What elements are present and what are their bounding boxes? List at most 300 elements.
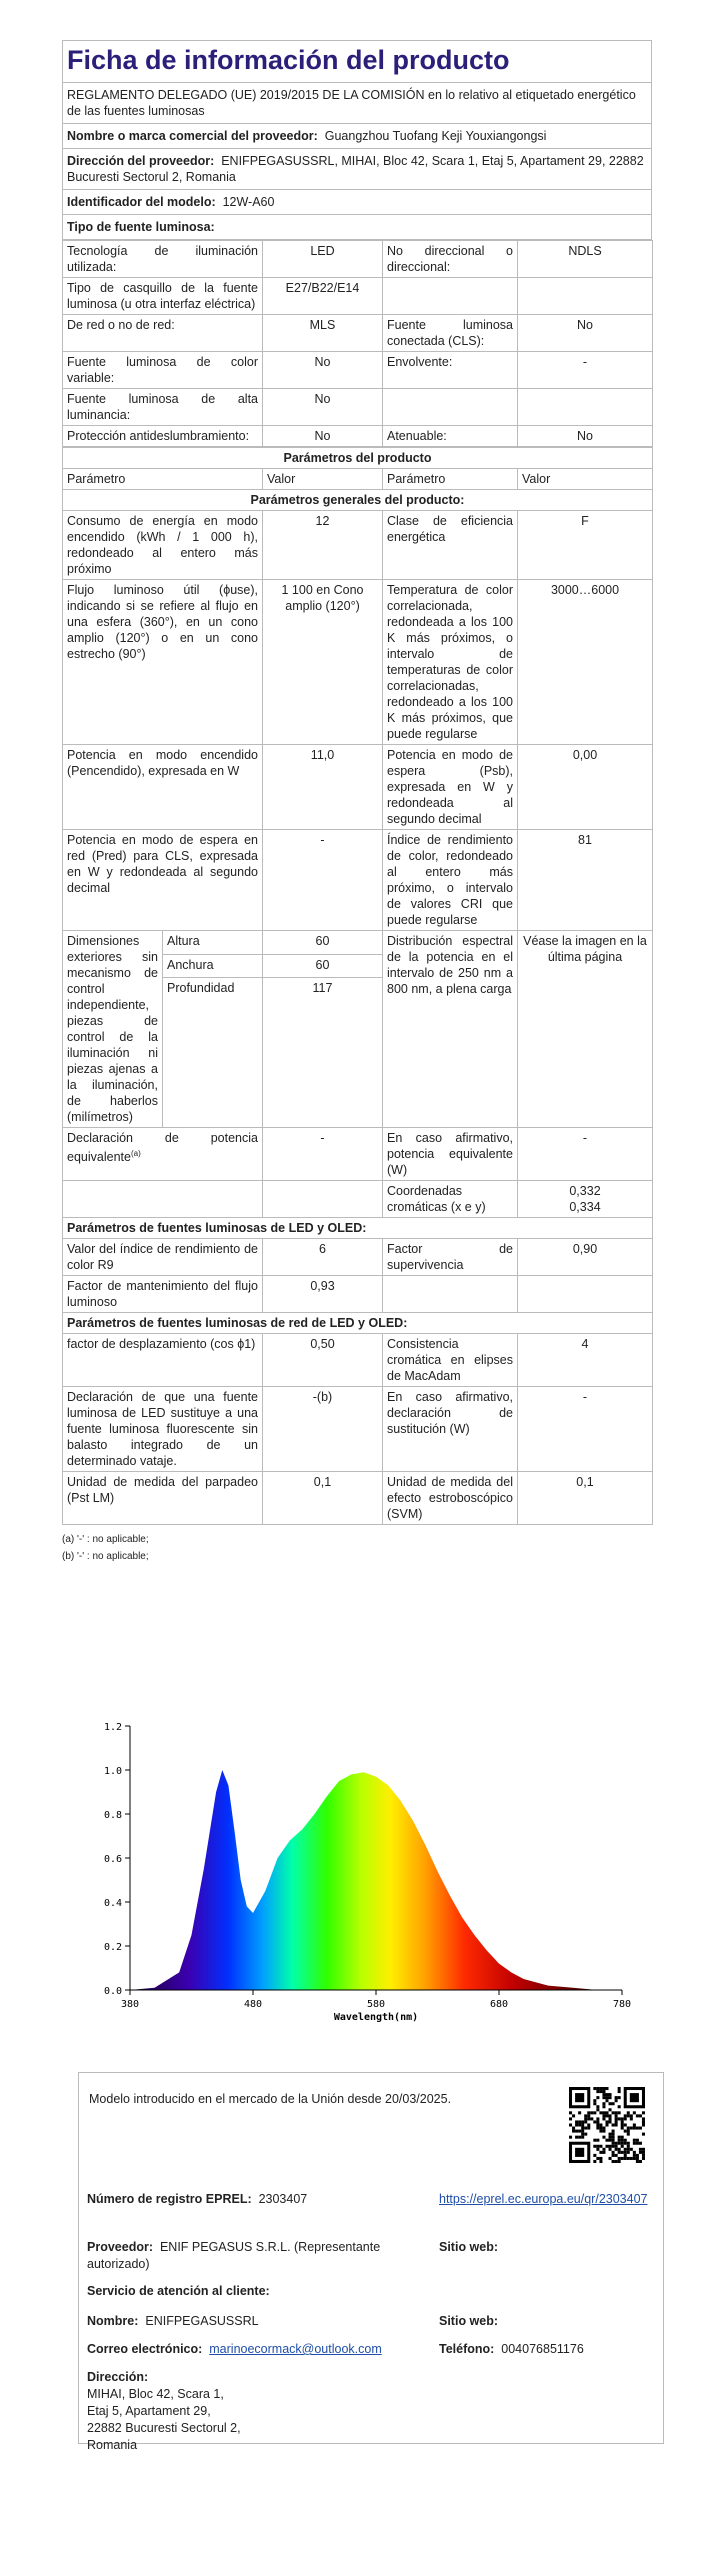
qr-module bbox=[584, 2133, 587, 2136]
qr-module bbox=[636, 2127, 639, 2130]
chromaticity-x: 0,332 bbox=[569, 1184, 601, 1198]
qr-module bbox=[630, 2148, 633, 2151]
qr-module bbox=[587, 2117, 590, 2120]
chromaticity-label: Coordenadas cromáticas (x e y) bbox=[383, 1181, 518, 1218]
qr-module bbox=[624, 2114, 627, 2117]
type-label-right: No direccional o direccional: bbox=[383, 241, 518, 278]
phone-value: 004076851176 bbox=[501, 2342, 584, 2356]
qr-module bbox=[584, 2127, 587, 2130]
qr-module bbox=[599, 2111, 602, 2114]
qr-module bbox=[602, 2105, 605, 2108]
qr-module bbox=[612, 2102, 615, 2105]
type-value-left: No bbox=[263, 352, 383, 389]
equivalent-power-value: - bbox=[263, 1128, 383, 1181]
param-label-right: Índice de rendimiento de color, redondeado al entero más próximo, o intervalo de valores CRI que puede regularse bbox=[383, 830, 518, 931]
qr-module bbox=[575, 2120, 578, 2123]
qr-module bbox=[599, 2123, 602, 2126]
param-value-left: - bbox=[263, 830, 383, 931]
y-tick-label: 1.2 bbox=[103, 1722, 122, 1733]
qr-module bbox=[578, 2111, 581, 2114]
param-row bbox=[63, 1239, 653, 1276]
qr-module bbox=[615, 2117, 618, 2120]
param-value-right: 3000…6000 bbox=[518, 580, 653, 745]
type-row bbox=[63, 278, 653, 315]
qr-module bbox=[590, 2111, 593, 2114]
qr-module bbox=[624, 2117, 627, 2120]
dimension-value: 60 bbox=[263, 931, 383, 955]
qr-module bbox=[602, 2111, 605, 2114]
type-label-left: De red o no de red: bbox=[63, 315, 263, 352]
qr-module bbox=[615, 2114, 618, 2117]
type-value-left: No bbox=[263, 389, 383, 426]
qr-module bbox=[581, 2136, 584, 2139]
brand-row bbox=[63, 124, 651, 149]
qr-module bbox=[618, 2111, 621, 2114]
qr-module bbox=[612, 2154, 615, 2157]
param-value-right bbox=[518, 1276, 653, 1313]
x-tick-label: 680 bbox=[489, 1999, 509, 2010]
qr-module bbox=[596, 2127, 599, 2130]
qr-module bbox=[584, 2114, 587, 2117]
qr-module bbox=[621, 2127, 624, 2130]
type-value-left: MLS bbox=[263, 315, 383, 352]
param-label-right: Temperatura de color correlacionada, redondeada a los 100 K más próximos, o intervalo de temperaturas de color correlacionadas, redondeado a los 100 K más próximos, que puede regularse bbox=[383, 580, 518, 745]
type-row bbox=[63, 389, 653, 426]
param-label-right: Potencia en modo de espera (Psb), expresada en W y redondeada al segundo decimal bbox=[383, 745, 518, 830]
type-row bbox=[63, 352, 653, 389]
qr-module bbox=[609, 2136, 612, 2139]
spectrum-area bbox=[130, 1770, 622, 1990]
address-line: MIHAI, Bloc 42, Scara 1, bbox=[87, 2387, 224, 2401]
param-label-left: Declaración de que una fuente luminosa de LED sustituye a una fuente luminosa fluorescente sin balasto integrado de un determinado vataje. bbox=[63, 1387, 263, 1472]
qr-module bbox=[624, 2157, 627, 2160]
qr-module bbox=[593, 2145, 596, 2148]
qr-module bbox=[605, 2120, 608, 2123]
qr-module bbox=[630, 2157, 633, 2160]
qr-module bbox=[624, 2139, 627, 2142]
qr-module bbox=[587, 2111, 590, 2114]
params-section-title: Parámetros del producto bbox=[63, 448, 653, 469]
qr-module bbox=[578, 2120, 581, 2123]
param-row bbox=[63, 1387, 653, 1472]
qr-module bbox=[642, 2117, 645, 2120]
type-label-right: Atenuable: bbox=[383, 426, 518, 447]
qr-module bbox=[621, 2145, 624, 2148]
type-value-right bbox=[518, 278, 653, 315]
qr-module bbox=[636, 2160, 639, 2163]
type-label: Tipo de fuente luminosa: bbox=[67, 220, 215, 234]
qr-module bbox=[630, 2117, 633, 2120]
address-line: Romania bbox=[87, 2438, 138, 2452]
qr-module bbox=[627, 2114, 630, 2117]
qr-module bbox=[587, 2127, 590, 2130]
x-tick-label: 780 bbox=[612, 1999, 632, 2010]
eprel-link[interactable]: https://eprel.ec.europa.eu/qr/2303407 bbox=[439, 2192, 648, 2206]
y-tick-label: 1.0 bbox=[103, 1766, 122, 1777]
qr-module bbox=[630, 2093, 639, 2102]
dimensions-label: Dimensiones exteriores sin mecanismo de control independiente, piezas de control de la iluminación ni piezas ajenas a la iluminación, de haberlos (milímetros) bbox=[63, 931, 163, 1128]
type-value-left: E27/B22/E14 bbox=[263, 278, 383, 315]
empty-cell bbox=[63, 1181, 263, 1218]
footnote-ref: (a) bbox=[130, 1149, 141, 1158]
supplier-row bbox=[87, 2239, 427, 2273]
qr-module bbox=[605, 2145, 608, 2148]
address-label: Dirección del proveedor: bbox=[67, 154, 215, 168]
param-value-left: 11,0 bbox=[263, 745, 383, 830]
qr-module bbox=[618, 2136, 621, 2139]
type-label-left: Protección antideslumbramiento: bbox=[63, 426, 263, 447]
page-title: Ficha de información del producto bbox=[62, 40, 652, 82]
qr-module bbox=[633, 2142, 636, 2145]
eprel-value: 2303407 bbox=[258, 2192, 308, 2206]
model-value: 12W-A60 bbox=[222, 195, 275, 209]
qr-module bbox=[599, 2090, 602, 2093]
qr-module bbox=[602, 2102, 605, 2105]
address-block bbox=[87, 2369, 241, 2454]
qr-module bbox=[615, 2120, 618, 2123]
y-tick-label: 0.8 bbox=[103, 1810, 122, 1821]
type-value-right: No bbox=[518, 315, 653, 352]
qr-module bbox=[642, 2157, 645, 2160]
qr-module bbox=[581, 2123, 584, 2126]
qr-module bbox=[575, 2093, 584, 2102]
qr-module bbox=[621, 2117, 624, 2120]
y-tick-label: 0.2 bbox=[103, 1942, 122, 1953]
qr-module bbox=[615, 2148, 618, 2151]
qr-module bbox=[612, 2133, 615, 2136]
param-label-left: Consumo de energía en modo encendido (kWh / 1 000 h), redondeado al entero más próximo bbox=[63, 511, 263, 580]
model-label: Identificador del modelo: bbox=[67, 195, 216, 209]
eprel-label: Número de registro EPREL: bbox=[87, 2192, 252, 2206]
qr-module bbox=[602, 2087, 605, 2090]
qr-module bbox=[618, 2090, 621, 2093]
qr-module bbox=[569, 2117, 572, 2120]
qr-module bbox=[599, 2151, 602, 2154]
qr-module bbox=[627, 2130, 630, 2133]
qr-module bbox=[627, 2111, 630, 2114]
qr-module bbox=[642, 2111, 645, 2114]
dimension-name: Altura bbox=[163, 931, 263, 955]
param-row bbox=[63, 745, 653, 830]
col-param-1: Parámetro bbox=[63, 469, 263, 490]
type-value-right: No bbox=[518, 426, 653, 447]
qr-module bbox=[596, 2139, 599, 2142]
qr-module bbox=[584, 2120, 587, 2123]
qr-module bbox=[575, 2136, 578, 2139]
qr-module bbox=[602, 2114, 605, 2117]
qr-module bbox=[593, 2102, 596, 2105]
qr-module bbox=[602, 2130, 605, 2133]
qr-module bbox=[630, 2114, 633, 2117]
qr-module bbox=[596, 2148, 599, 2151]
qr-module bbox=[596, 2108, 599, 2111]
qr-module bbox=[578, 2130, 581, 2133]
email-link[interactable]: marinoecormack@outlook.com bbox=[209, 2342, 382, 2356]
chromaticity-row bbox=[63, 1181, 653, 1218]
qr-module bbox=[596, 2157, 599, 2160]
type-label-left: Fuente luminosa de color variable: bbox=[63, 352, 263, 389]
param-label-right bbox=[383, 1276, 518, 1313]
eprel-row bbox=[87, 2191, 307, 2208]
type-row bbox=[63, 241, 653, 278]
qr-module bbox=[605, 2123, 608, 2126]
qr-module bbox=[602, 2093, 605, 2096]
type-label-right: Fuente luminosa conectada (CLS): bbox=[383, 315, 518, 352]
qr-module bbox=[609, 2133, 612, 2136]
type-value-left: No bbox=[263, 426, 383, 447]
qr-module bbox=[633, 2157, 636, 2160]
qr-module bbox=[639, 2148, 642, 2151]
param-value-left: 0,1 bbox=[263, 1472, 383, 1525]
qr-module bbox=[639, 2151, 642, 2154]
param-label-right: Clase de eficiencia energética bbox=[383, 511, 518, 580]
y-tick-label: 0.0 bbox=[103, 1986, 122, 1997]
general-params-title: Parámetros generales del producto: bbox=[63, 490, 653, 511]
qr-module bbox=[599, 2127, 602, 2130]
web-label-2 bbox=[439, 2313, 498, 2330]
email-row bbox=[87, 2341, 382, 2358]
param-value-right: F bbox=[518, 511, 653, 580]
chromaticity-y: 0,334 bbox=[569, 1200, 601, 1214]
equivalent-power-row bbox=[63, 1128, 653, 1181]
type-label-left: Tipo de casquillo de la fuente luminosa (u otra interfaz eléctrica) bbox=[63, 278, 263, 315]
qr-module bbox=[624, 2142, 627, 2145]
qr-module bbox=[621, 2139, 624, 2142]
qr-code-icon[interactable] bbox=[569, 2087, 645, 2163]
qr-module bbox=[636, 2142, 639, 2145]
qr-module bbox=[609, 2145, 612, 2148]
eprel-card bbox=[78, 2072, 664, 2452]
qr-module bbox=[621, 2120, 624, 2123]
param-value-left: 0,93 bbox=[263, 1276, 383, 1313]
y-tick-label: 0.6 bbox=[103, 1854, 122, 1865]
x-tick-label: 380 bbox=[120, 1999, 140, 2010]
qr-module bbox=[618, 2139, 621, 2142]
qr-module bbox=[621, 2151, 624, 2154]
qr-module bbox=[581, 2133, 584, 2136]
supplier-value: ENIF PEGASUS S.R.L. (Representante autorizado) bbox=[87, 2240, 381, 2271]
qr-module bbox=[602, 2148, 605, 2151]
qr-module bbox=[575, 2130, 578, 2133]
qr-module bbox=[618, 2142, 621, 2145]
footnotes bbox=[62, 1531, 652, 1565]
qr-module bbox=[609, 2148, 612, 2151]
dimension-row bbox=[63, 931, 653, 955]
qr-module bbox=[633, 2151, 636, 2154]
product-information-sheet bbox=[62, 40, 652, 1565]
type-label-right bbox=[383, 389, 518, 426]
qr-module bbox=[633, 2123, 636, 2126]
footnote-a: (a) '-' : no aplicable; bbox=[62, 1534, 149, 1545]
param-label-left: Unidad de medida del parpadeo (Pst LM) bbox=[63, 1472, 263, 1525]
param-value-left: 0,50 bbox=[263, 1334, 383, 1387]
param-value-left: -(b) bbox=[263, 1387, 383, 1472]
qr-module bbox=[569, 2136, 572, 2139]
qr-module bbox=[642, 2148, 645, 2151]
address-line: Etaj 5, Apartament 29, bbox=[87, 2404, 211, 2418]
qr-module bbox=[612, 2139, 615, 2142]
qr-module bbox=[605, 2099, 608, 2102]
qr-module bbox=[609, 2139, 612, 2142]
qr-module bbox=[599, 2130, 602, 2133]
qr-module bbox=[627, 2157, 630, 2160]
qr-module bbox=[615, 2096, 618, 2099]
type-row bbox=[63, 315, 653, 352]
qr-module bbox=[636, 2114, 639, 2117]
col-value-1: Valor bbox=[263, 469, 383, 490]
qr-module bbox=[615, 2123, 618, 2126]
qr-module bbox=[593, 2154, 596, 2157]
qr-module bbox=[627, 2151, 630, 2154]
qr-module bbox=[618, 2148, 621, 2151]
qr-module bbox=[605, 2087, 608, 2090]
qr-module bbox=[612, 2160, 615, 2163]
qr-module bbox=[618, 2096, 621, 2099]
qr-module bbox=[612, 2130, 615, 2133]
qr-module bbox=[593, 2099, 596, 2102]
qr-module bbox=[602, 2151, 605, 2154]
qr-module bbox=[621, 2136, 624, 2139]
chromaticity-values bbox=[518, 1181, 653, 1218]
qr-module bbox=[602, 2096, 605, 2099]
spectral-value: Véase la imagen en la última página bbox=[518, 931, 653, 1128]
market-intro: Modelo introducido en el mercado de la Unión desde 20/03/2025. bbox=[89, 2092, 452, 2106]
dimension-name: Anchura bbox=[163, 954, 263, 978]
param-value-right: 0,1 bbox=[518, 1472, 653, 1525]
param-label-left: Valor del índice de rendimiento de color R9 bbox=[63, 1239, 263, 1276]
qr-module bbox=[587, 2114, 590, 2117]
address-value: ENIFPEGASUSSRL, MIHAI, Bloc 42, Scara 1, Etaj 5, Apartament 29, 22882 Bucuresti Sectorul 2, Romania bbox=[67, 154, 644, 184]
dimension-value: 117 bbox=[263, 978, 383, 1128]
qr-module bbox=[612, 2123, 615, 2126]
qr-module bbox=[612, 2111, 615, 2114]
qr-module bbox=[639, 2142, 642, 2145]
qr-module bbox=[602, 2136, 605, 2139]
qr-module bbox=[615, 2145, 618, 2148]
qr-module bbox=[627, 2127, 630, 2130]
qr-module bbox=[612, 2142, 615, 2145]
qr-module bbox=[605, 2111, 608, 2114]
qr-module bbox=[609, 2102, 612, 2105]
param-row bbox=[63, 1334, 653, 1387]
spectral-distribution-chart bbox=[62, 1710, 652, 2030]
model-row bbox=[63, 190, 651, 215]
qr-module bbox=[618, 2087, 621, 2090]
chart-svg bbox=[62, 1710, 652, 2030]
param-row bbox=[63, 830, 653, 931]
qr-module bbox=[596, 2117, 599, 2120]
qr-module bbox=[578, 2136, 581, 2139]
qr-module bbox=[596, 2145, 599, 2148]
address-row bbox=[63, 149, 651, 190]
qr-module bbox=[593, 2120, 596, 2123]
param-row bbox=[63, 1472, 653, 1525]
param-row bbox=[63, 511, 653, 580]
regulation-text: REGLAMENTO DELEGADO (UE) 2019/2015 DE LA COMISIÓN en lo relativo al etiquetado energético de las fuentes luminosas bbox=[63, 83, 651, 124]
qr-module bbox=[621, 2142, 624, 2145]
qr-module bbox=[587, 2123, 590, 2126]
light-source-type-table bbox=[62, 240, 653, 447]
qr-module bbox=[599, 2157, 602, 2160]
type-label-right: Envolvente: bbox=[383, 352, 518, 389]
qr-module bbox=[605, 2114, 608, 2117]
qr-module bbox=[612, 2145, 615, 2148]
qr-module bbox=[596, 2090, 599, 2093]
name-label: Nombre: bbox=[87, 2314, 139, 2328]
param-value-left: 1 100 en Cono amplio (120°) bbox=[263, 580, 383, 745]
param-value-left: 6 bbox=[263, 1239, 383, 1276]
qr-module bbox=[605, 2096, 608, 2099]
qr-module bbox=[599, 2160, 602, 2163]
qr-module bbox=[581, 2120, 584, 2123]
qr-module bbox=[618, 2117, 621, 2120]
qr-module bbox=[609, 2157, 612, 2160]
qr-module bbox=[593, 2160, 596, 2163]
qr-module bbox=[639, 2127, 642, 2130]
qr-module bbox=[609, 2108, 612, 2111]
qr-module bbox=[624, 2154, 627, 2157]
service-label: Servicio de atención al cliente: bbox=[87, 2284, 270, 2298]
qr-module bbox=[624, 2130, 627, 2133]
card-address-label: Dirección: bbox=[87, 2370, 149, 2384]
qr-module bbox=[627, 2145, 630, 2148]
param-value-right: 0,00 bbox=[518, 745, 653, 830]
qr-module bbox=[593, 2111, 596, 2114]
qr-module bbox=[621, 2123, 624, 2126]
qr-module bbox=[624, 2151, 627, 2154]
type-label-left: Fuente luminosa de alta luminancia: bbox=[63, 389, 263, 426]
qr-module bbox=[615, 2154, 618, 2157]
qr-module bbox=[599, 2145, 602, 2148]
x-tick-label: 580 bbox=[366, 1999, 386, 2010]
param-label-right: Factor de supervivencia bbox=[383, 1239, 518, 1276]
spectral-label: Distribución espectral de la potencia en el intervalo de 250 nm a 800 nm, a plena carga bbox=[383, 931, 518, 1128]
param-label-left: Factor de mantenimiento del flujo luminoso bbox=[63, 1276, 263, 1313]
param-label-left: Potencia en modo encendido (Pencendido), expresada en W bbox=[63, 745, 263, 830]
param-label-right: En caso afirmativo, declaración de sustitución (W) bbox=[383, 1387, 518, 1472]
web-label-1 bbox=[439, 2239, 498, 2256]
email-label: Correo electrónico: bbox=[87, 2342, 203, 2356]
brand-value: Guangzhou Tuofang Keji Youxiangongsi bbox=[324, 129, 547, 143]
web-label-text: Sitio web: bbox=[439, 2240, 499, 2254]
footnote-b: (b) '-' : no aplicable; bbox=[62, 1551, 149, 1562]
type-label-left: Tecnología de iluminación utilizada: bbox=[63, 241, 263, 278]
qr-module bbox=[639, 2160, 642, 2163]
equivalent-power-label bbox=[63, 1128, 263, 1181]
param-label-right: Consistencia cromática en elipses de MacAdam bbox=[383, 1334, 518, 1387]
equivalent-power-text: Declaración de potencia equivalente bbox=[67, 1131, 258, 1165]
qr-module bbox=[602, 2090, 605, 2093]
qr-module bbox=[633, 2111, 636, 2114]
qr-module bbox=[642, 2154, 645, 2157]
brand-label: Nombre o marca comercial del proveedor: bbox=[67, 129, 318, 143]
qr-module bbox=[605, 2093, 608, 2096]
qr-module bbox=[612, 2151, 615, 2154]
qr-module bbox=[581, 2127, 584, 2130]
empty-cell bbox=[263, 1181, 383, 1218]
qr-module bbox=[624, 2123, 627, 2126]
qr-module bbox=[609, 2120, 612, 2123]
qr-module bbox=[636, 2157, 639, 2160]
qr-module bbox=[569, 2123, 572, 2126]
qr-module bbox=[596, 2087, 599, 2090]
qr-module bbox=[636, 2139, 639, 2142]
qr-module bbox=[633, 2154, 636, 2157]
qr-module bbox=[569, 2111, 572, 2114]
param-value-right: 4 bbox=[518, 1334, 653, 1387]
qr-module bbox=[612, 2136, 615, 2139]
qr-module bbox=[627, 2133, 630, 2136]
